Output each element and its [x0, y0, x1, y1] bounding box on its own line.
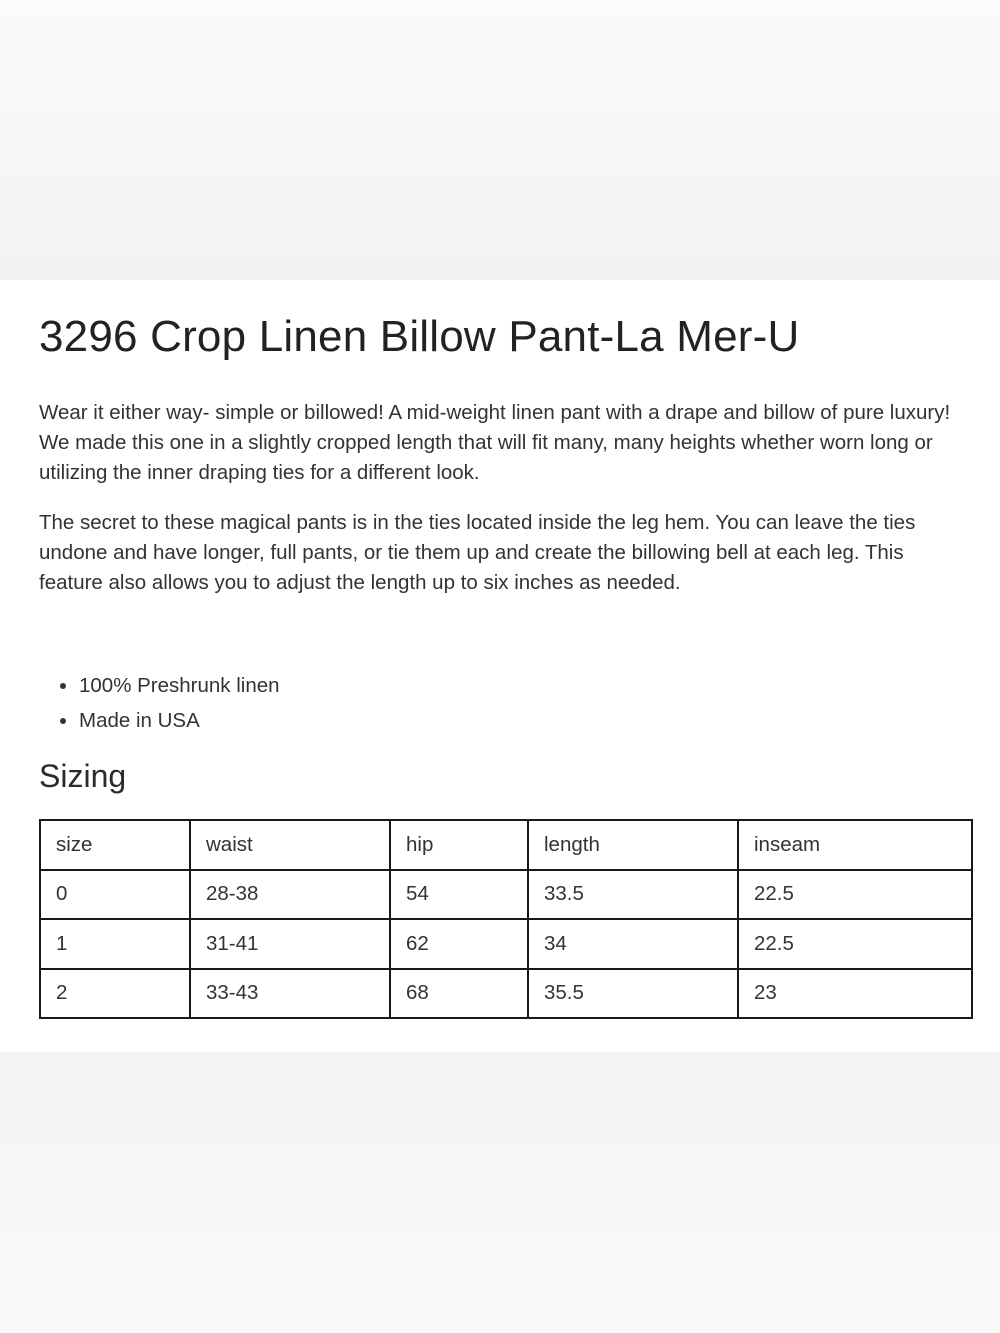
header-cell-waist: waist: [190, 820, 390, 870]
product-title: 3296 Crop Linen Billow Pant-La Mer-U: [39, 312, 800, 361]
table-cell: 33-43: [190, 969, 390, 1019]
header-cell-length: length: [528, 820, 738, 870]
sizing-heading: Sizing: [39, 758, 127, 794]
size-chart-table: [39, 819, 973, 1019]
feature-item: • Made in USA: [79, 703, 280, 738]
product-details: [0, 280, 1000, 1052]
table-cell: 28-38: [190, 870, 390, 920]
table-cell: 22.5: [738, 870, 972, 920]
header-cell-inseam: inseam: [738, 820, 972, 870]
table-cell: 35.5: [528, 969, 738, 1019]
table-row: [40, 870, 972, 920]
table-row: [40, 919, 972, 969]
feature-item: • 100% Preshrunk linen: [79, 668, 280, 703]
top-background: [0, 0, 1000, 280]
header-cell-size: size: [40, 820, 190, 870]
table-cell: 2: [40, 969, 190, 1019]
table-cell: 31-41: [190, 919, 390, 969]
table-cell: 62: [390, 919, 528, 969]
table-cell: 34: [528, 919, 738, 969]
table-cell: 22.5: [738, 919, 972, 969]
bottom-background: [0, 1052, 1000, 1333]
product-description-paragraph: The secret to these magical pants is in the ties located inside the leg hem. You can leave the ties undone and have longer, full pants, or tie them up and create the billowing bell at each leg. This feature also allows you to adjust the length up to six inches as needed.: [39, 511, 916, 594]
table-cell: 33.5: [528, 870, 738, 920]
table-row: [40, 969, 972, 1019]
table-cell: 68: [390, 969, 528, 1019]
feature-list: [39, 668, 280, 738]
header-cell-hip: hip: [390, 820, 528, 870]
table-cell: 23: [738, 969, 972, 1019]
table-cell: 1: [40, 919, 190, 969]
product-description-paragraph: Wear it either way- simple or billowed! A mid-weight linen pant with a drape and billow of pure luxury! We made this one in a slightly cropped length that will fit many, many heights whether worn long or utilizing the inner draping ties for a different look.: [39, 401, 951, 484]
table-cell: 0: [40, 870, 190, 920]
table-header-row: [40, 820, 972, 870]
table-cell: 54: [390, 870, 528, 920]
